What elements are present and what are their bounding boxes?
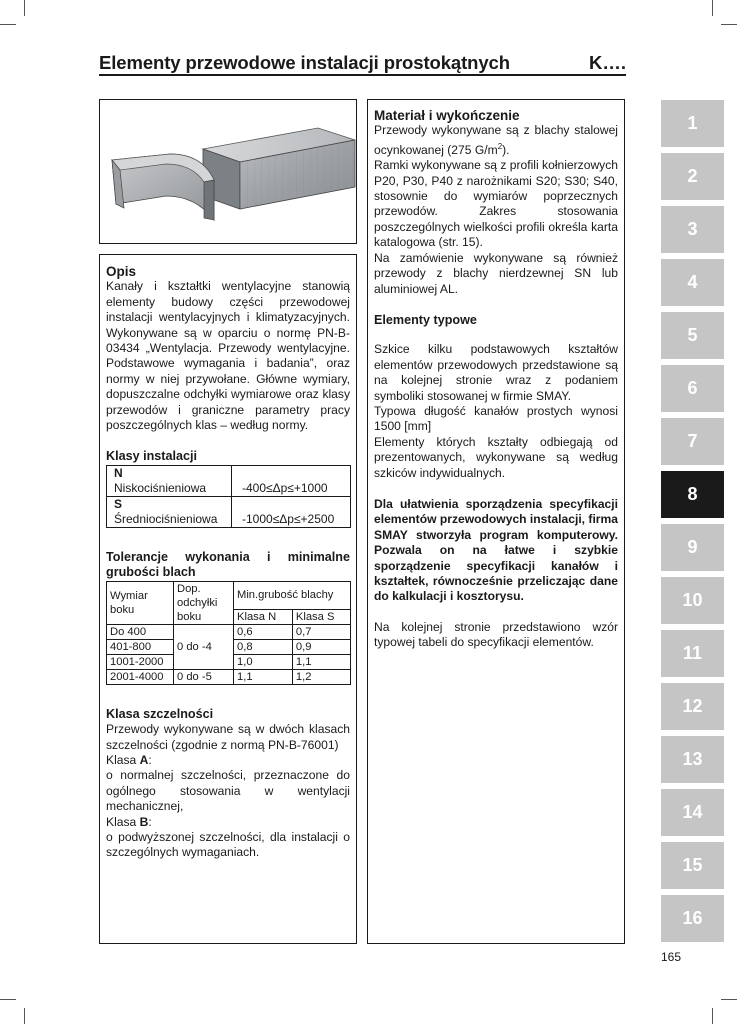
table-row [107, 465, 351, 496]
material-p2: Ramki wykonywane są z profili kołnierzowych P20, P30, P40 z narożnikami S20; S30; S40, stosownie do wymiarów poprzecznych przewodów. Zakres stosowania poszczególnych wielkości profili określa karta katalogowa (str. 15). [374, 158, 618, 250]
section-title-material: Materiał i wykończenie [374, 108, 520, 123]
header-wymiar: Wymiar boku [107, 581, 174, 624]
crop-mark [24, 0, 25, 16]
colon: : [148, 814, 152, 829]
typowe-p1: Szkice kilku podstawowych kształtów elementów przewodowych przedstawione są na kolejnej stronie wraz z podaniem symboliki stosowanej w firmie SMAY. [374, 342, 618, 403]
crop-mark [712, 1008, 713, 1024]
klasa-name: Średniociśnieniowa [114, 511, 218, 526]
superscript: 2 [497, 141, 503, 151]
tab-13[interactable]: 13 [661, 736, 724, 783]
klasa-a-desc: o normalnej szczelności, przeznaczone do ogólnego stosowania w wentylacji mechanicznej, [106, 768, 350, 814]
cell-dop: 0 do -4 [174, 624, 234, 669]
klasa-code: N [114, 465, 123, 480]
klasa-word: Klasa [106, 814, 140, 829]
crop-mark [721, 999, 737, 1000]
crop-mark [721, 24, 737, 25]
cell-dop: 0 do -5 [174, 669, 234, 684]
table-header-row [107, 581, 351, 609]
klasa-b-letter: B [139, 814, 149, 829]
chapter-tabs [661, 100, 724, 948]
tab-6[interactable]: 6 [661, 365, 724, 412]
cell-n: 0,6 [234, 624, 293, 639]
material-p3: Na zamówienie wykonywane są również przewody z blachy nierdzewnej SN lub aluminiowej AL. [374, 250, 618, 296]
cell-s: 1,1 [292, 654, 350, 669]
cell-s: 1,2 [292, 669, 350, 684]
cell-wymiar: Do 400 [107, 624, 174, 639]
klasa-range: -400≤Δp≤+1000 [232, 465, 351, 496]
cell-n: 1,1 [234, 669, 293, 684]
cell-s: 0,7 [292, 624, 350, 639]
section-title-tolerancje: Tolerancje wykonania i minimalne grubości blach [106, 549, 350, 580]
cell-wymiar: 401-800 [107, 639, 174, 654]
material-text: Przewody wykonywane są z blachy stalowej ocynkowanej (275 G/m [374, 123, 618, 157]
klasa-name: Niskociśnieniowa [114, 480, 207, 495]
table-row [107, 624, 351, 639]
tab-5[interactable]: 5 [661, 312, 724, 359]
tab-14[interactable]: 14 [661, 789, 724, 836]
klasa-a-letter: A [139, 752, 149, 767]
klasa-range: -1000≤Δp≤+2500 [232, 496, 351, 527]
cell-n: 1,0 [234, 654, 293, 669]
header-klasa-n: Klasa N [234, 609, 293, 624]
specyfikacja-normal: Na kolejnej stronie przedstawiono wzór typowej tabeli do specyfikacji elementów. [374, 619, 618, 650]
crop-mark [0, 999, 16, 1000]
section-title-typowe: Elementy typowe [374, 312, 477, 327]
tab-8[interactable]: 8 [661, 471, 724, 518]
tab-4[interactable]: 4 [661, 259, 724, 306]
right-content-box [367, 99, 625, 944]
tab-12[interactable]: 12 [661, 683, 724, 730]
szczelnosc-intro: Przewody wykonywane są w dwóch klasach szczelności (zgodnie z normą PN-B-76001) [106, 722, 350, 752]
klasa-code: S [114, 496, 123, 511]
section-title-szczelnosc: Klasa szczelności [106, 706, 214, 721]
tab-9[interactable]: 9 [661, 524, 724, 571]
catalog-code: K…. [589, 52, 626, 73]
tab-16[interactable]: 16 [661, 895, 724, 942]
tab-1[interactable]: 1 [661, 100, 724, 147]
header-klasa-s: Klasa S [292, 609, 350, 624]
product-image-box [99, 99, 357, 244]
table-row [107, 496, 351, 527]
crop-mark [0, 24, 16, 25]
page-title: Elementy przewodowe instalacji prostokątnych [99, 52, 510, 73]
duct-illustration [100, 100, 356, 243]
page-header [99, 52, 626, 76]
table-row [107, 669, 351, 684]
tab-7[interactable]: 7 [661, 418, 724, 465]
colon: : [148, 752, 152, 767]
specyfikacja-bold: Dla ułatwienia sporządzenia specyfikacji elementów przewodowych instalacji, firma SMAY stworzyła program komputerowy. Pozwala on na łatwe i szybkie sporządzenie specyfikacji kanałów i kształtek, równocześnie przeliczając dane do kalkulacji i kosztorysu. [374, 496, 618, 604]
tolerancje-table [106, 581, 351, 685]
tab-15[interactable]: 15 [661, 842, 724, 889]
section-title-klasy: Klasy instalacji [106, 449, 198, 464]
cell-wymiar: 2001-4000 [107, 669, 174, 684]
section-title-opis: Opis [106, 264, 137, 279]
tab-10[interactable]: 10 [661, 577, 724, 624]
opis-body: Kanały i kształtki wentylacyjne stanowią elementy budowy części przewodowej instalacji wentylacyjnych i klimatyzacyjnych. Wykonywane są w oparciu o normę PN-B-03434 „Wentylacja. Przewody wentylacyjne. Podstawowe wymagania i badania”, oraz normy w niej przywołane. Główne wymiary, dopuszczalne odchyłki wymiarowe oraz klasy przewodów i graniczne parametry pracy poszczególnych klas – według normy. [106, 279, 350, 433]
klasa-b-desc: o podwyższonej szczelności, dla instalacji o szczególnych wymaganiach. [106, 829, 350, 860]
left-content-box [99, 254, 357, 944]
typowe-p3: Elementy których kształty odbiegają od prezentowanych, wykonywane są według szkiców indywidualnych. [374, 434, 618, 480]
header-dop: Dop. odchyłki boku [174, 581, 234, 624]
page-number: 165 [661, 950, 682, 964]
tab-11[interactable]: 11 [661, 630, 724, 677]
cell-s: 0,9 [292, 639, 350, 654]
cell-wymiar: 1001-2000 [107, 654, 174, 669]
crop-mark [24, 1008, 25, 1024]
cell-n: 0,8 [234, 639, 293, 654]
typowe-p2: Typowa długość kanałów prostych wynosi 1500 [mm] [374, 403, 618, 434]
klasa-b-label [106, 815, 350, 830]
klasy-table [106, 465, 351, 528]
tab-3[interactable]: 3 [661, 206, 724, 253]
material-text: ). [502, 142, 510, 157]
klasa-word: Klasa [106, 752, 140, 767]
klasa-a-label [106, 753, 350, 768]
header-min: Min.grubość blachy [234, 581, 351, 609]
crop-mark [712, 0, 713, 16]
tab-2[interactable]: 2 [661, 153, 724, 200]
material-p1 [374, 123, 618, 158]
